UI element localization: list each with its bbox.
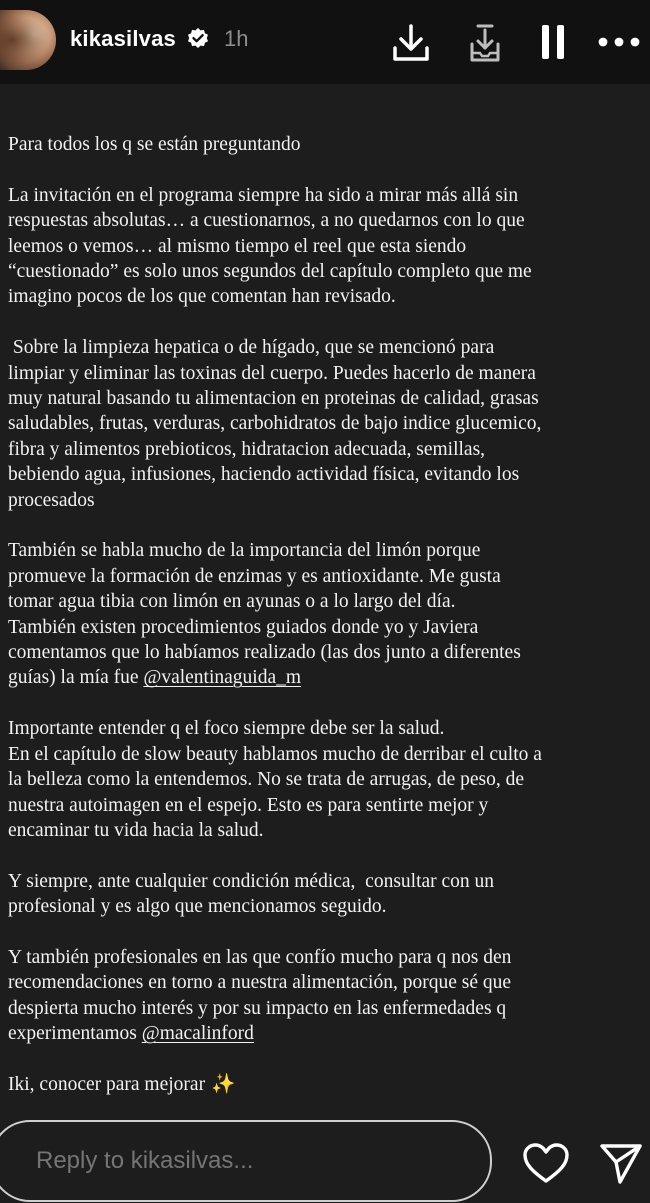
text-line: bebiendo agua, infusiones, haciendo actividad física, evitando los [8,464,520,486]
text-line: “cuestionado” es solo unos segundos del capítulo completo que me [8,261,532,283]
paragraph [8,945,648,1047]
text-line: promueve la formación de enzimas y es antioxidante. Me gusta [8,565,501,587]
story-header [0,0,650,84]
text-line: profesional y es algo que mencionamos seguido. [8,896,387,918]
more-options-icon[interactable] [596,24,642,64]
text-line: tomar agua tibia con limón en ayunas o a lo largo del día. [8,591,456,613]
post-time: 1h [224,26,249,51]
paragraph [8,716,648,843]
text-line: Importante entender q el foco siempre debe ser la salud. [8,718,445,740]
text-line: procesados [8,489,95,511]
download-icon[interactable] [388,20,434,66]
text-line: También se habla mucho de la importancia del limón porque [8,540,481,562]
text-line-with-mention [8,1021,648,1046]
sparkles-emoji: ✨ [211,1073,236,1095]
closing-text: Iki, conocer para mejorar [8,1073,206,1095]
story-text [8,132,648,1097]
heart-icon[interactable] [522,1142,570,1184]
paragraph [8,869,648,920]
text-line: nuestra autoimagen en el espejo. Esto es para sentirte mejor y [8,794,489,816]
text-line: despierta mucho interés y por su impacto en las enfermedades q [8,997,507,1019]
mention-link[interactable]: @valentinaguida_m [143,667,302,689]
verified-badge-icon [186,27,210,51]
text-line [8,1072,648,1097]
avatar[interactable] [0,10,56,70]
send-icon[interactable] [598,1140,644,1186]
pause-icon[interactable] [538,22,568,62]
save-to-collection-icon[interactable] [462,20,508,66]
text-line: La invitación en el programa siempre ha sido a mirar más allá sin [8,184,519,206]
paragraph [8,183,648,310]
text-fragment: experimentamos [8,1023,142,1045]
username[interactable]: kikasilvas [70,26,176,51]
text-line: imagino pocos de los que comentan han revisado. [8,286,396,308]
text-line: la belleza como la entendemos. No se trata de arrugas, de peso, de [8,769,524,791]
mention-link[interactable]: @macalinford [141,1023,254,1045]
text-line: En el capítulo de slow beauty hablamos mucho de derribar el culto a [8,743,542,765]
paragraph [8,132,648,157]
avatar-photo [0,10,56,70]
text-line: respuestas absolutas… a cuestionarnos, a no quedarnos con lo que [8,210,525,232]
text-line: muy natural basando tu alimentacion en proteinas de calidad, grasas [8,388,539,410]
reply-input[interactable] [36,1122,476,1200]
text-line: recomendaciones en torno a nuestra alimentación, porque sé que [8,972,512,994]
paragraph [8,1072,648,1097]
text-line: saludables, frutas, verduras, carbohidratos de bajo indice glucemico, [8,413,542,435]
text-line-with-mention [8,665,648,690]
reply-box[interactable] [0,1120,492,1202]
text-line: comentamos que lo habíamos realizado (las dos junto a diferentes [8,642,521,664]
text-fragment: guías) la mía fue [8,667,144,689]
text-line: Para todos los q se están preguntando [8,134,301,155]
paragraph [8,335,648,513]
text-line: Y siempre, ante cualquier condición médica, consultar con un [8,870,495,892]
text-line: limpiar y eliminar las toxinas del cuerpo. Puedes hacerlo de manera [8,362,536,384]
text-line: Y también profesionales en las que confío mucho para q nos den [8,946,512,968]
text-line: fibra y alimentos prebioticos, hidratacion adecuada, semillas, [8,438,486,460]
paragraph [8,538,648,690]
text-line: leemos o vemos… al mismo tiempo el reel que esta siendo [8,235,467,257]
text-line: También existen procedimientos guiados donde yo y Javiera [8,616,479,638]
text-line: encaminar tu vida hacia la salud. [8,819,264,841]
text-line: Sobre la limpieza hepatica o de hígado, que se mencionó para [8,337,495,359]
